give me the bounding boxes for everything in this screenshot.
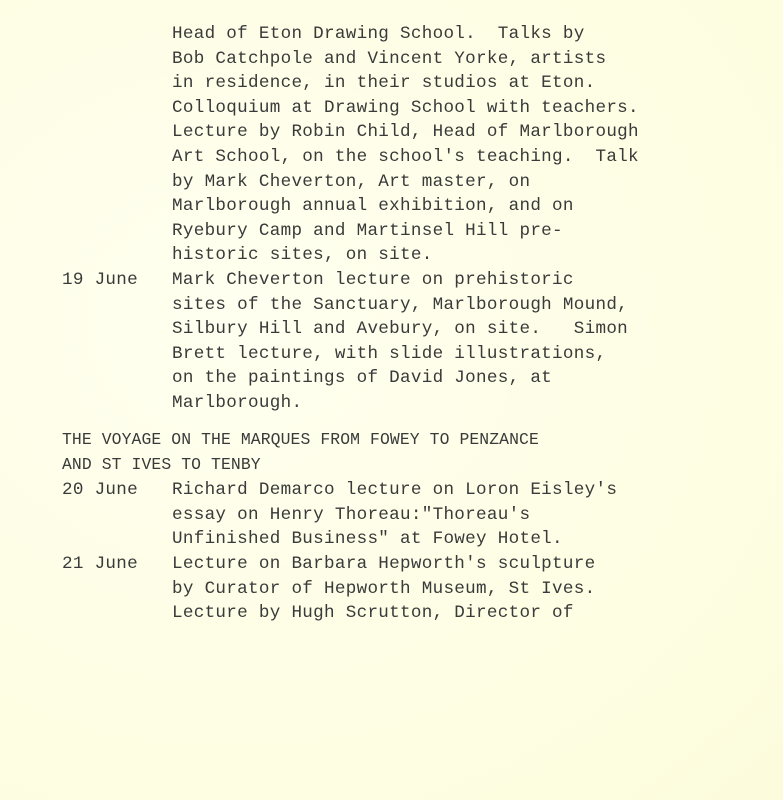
text-line: essay on Henry Thoreau:"Thoreau's: [172, 504, 531, 525]
text-line: Mark Cheverton lecture on prehistoric: [172, 270, 574, 290]
text-line: historic sites, on site.: [172, 245, 433, 266]
text-line: sites of the Sanctuary, Marlborough Mound,: [172, 294, 629, 315]
entry-date: 21 June: [62, 554, 139, 574]
text-line: Colloquium at Drawing School with teachers.: [172, 97, 639, 118]
entry-date: 20 June: [62, 480, 139, 500]
text-line: Marlborough annual exhibition, and on: [172, 196, 574, 217]
text-line: on the paintings of David Jones, at: [172, 368, 553, 389]
text-line: Lecture on Barbara Hepworth's sculpture: [172, 554, 596, 574]
text-line: Head of Eton Drawing School. Talks by: [172, 24, 585, 44]
text-line: Lecture by Robin Child, Head of Marlborough: [172, 122, 639, 143]
text-line: Lecture by Hugh Scrutton, Director of: [172, 603, 574, 624]
text-line: Unfinished Business" at Fowey Hotel.: [172, 529, 563, 550]
text-line: Silbury Hill and Avebury, on site. Simon: [172, 319, 629, 340]
text-line: Marlborough.: [172, 393, 303, 413]
section-heading: AND ST IVES TO TENBY: [62, 455, 261, 474]
text-line: Art School, on the school's teaching. Talk: [172, 147, 639, 167]
entry-date: 19 June: [62, 270, 139, 290]
text-line: Ryebury Camp and Martinsel Hill pre-: [172, 220, 563, 241]
text-line: in residence, in their studios at Eton.: [172, 73, 596, 94]
text-line: Bob Catchpole and Vincent Yorke, artists: [172, 48, 607, 69]
text-line: by Curator of Hepworth Museum, St Ives.: [172, 578, 596, 599]
text-line: Brett lecture, with slide illustrations,: [172, 343, 607, 364]
text-line: by Mark Cheverton, Art master, on: [172, 171, 531, 192]
text-line: Richard Demarco lecture on Loron Eisley's: [172, 480, 618, 500]
section-heading: THE VOYAGE ON THE MARQUES FROM FOWEY TO PENZANCE: [62, 430, 539, 449]
